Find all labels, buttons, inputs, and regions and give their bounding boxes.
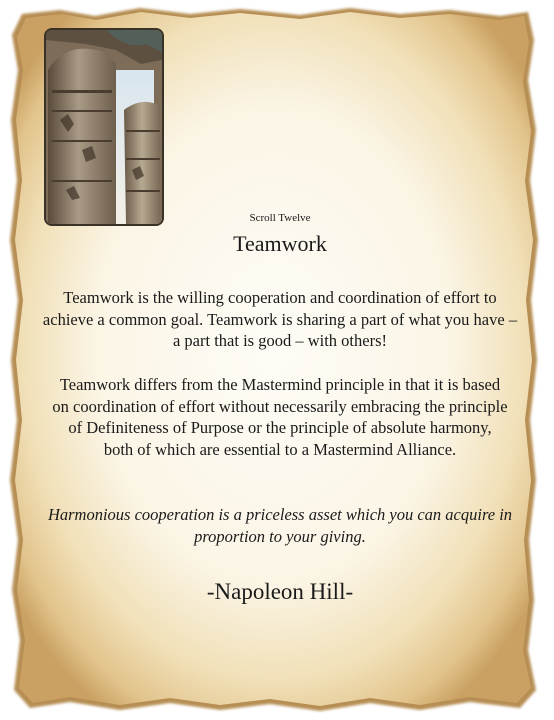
paragraph-2-text: Teamwork differs from the Mastermind principle in that it is based on coordination of effort without necessarily embracing the principle of Definiteness of Purpose or the principle of absolute harmony, both of which are essential to a Mastermind Alliance.	[52, 375, 508, 459]
egyptian-columns-illustration	[46, 30, 162, 224]
page-title: Teamwork	[233, 231, 327, 256]
quote-text: Harmonious cooperation is a priceless asset which you can acquire in proportion to your giving.	[47, 505, 513, 546]
temple-columns-image	[44, 28, 164, 226]
scroll-number-label: Scroll Twelve	[249, 212, 311, 224]
paragraph-1	[40, 287, 520, 352]
paragraph-2	[40, 374, 520, 460]
paragraph-1-text: Teamwork is the willing cooperation and coordination of effort to achieve a common goal. Teamwork is sharing a part of what you have – a part that is good – with others!	[42, 288, 518, 350]
italic-quote	[40, 504, 520, 547]
author-signature: -Napoleon Hill-	[206, 579, 354, 604]
